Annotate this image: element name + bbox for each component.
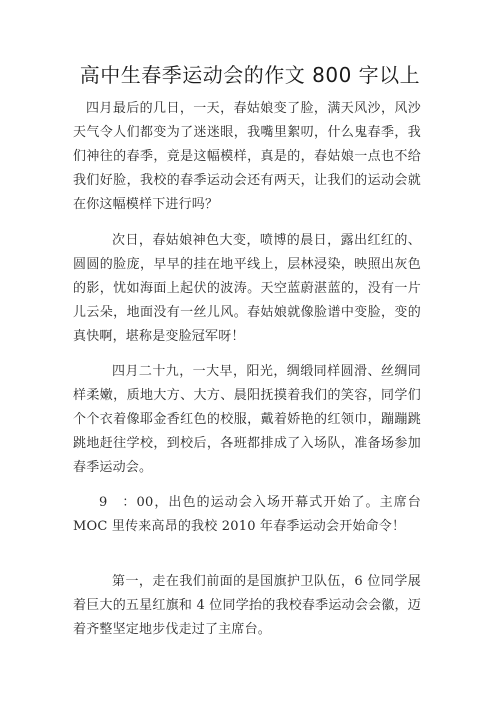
paragraph-5 [73, 570, 421, 642]
paragraph-4-text: 9 ：00，出色的运动会入场开幕式开始了。主席台 MOC 里传来高昂的我校 2010 年春季运动会开始命令！ [73, 495, 421, 534]
paragraph-1 [73, 97, 421, 217]
paragraph-1-text: 四月最后的几日，一天，春姑娘变了脸，满天风沙，风沙天气令人们都变为了迷迷眼，我嘴里絮叨，什么鬼春季，我们神往的春季，竟是这幅模样，真是的，春姑娘一点也不给我们好脸，我校的春季运动会还有两天，让我们的运动会就在你这幅模样下进行吗？ [73, 101, 421, 212]
paragraph-5-text: 第一，走在我们前面的是国旗护卫队伍，6 位同学展着巨大的五星红旗和 4 位同学抬的我校春季运动会会徽，迈着齐整坚定地步伐走过了主席台。 [73, 574, 421, 637]
paragraph-4 [73, 491, 421, 539]
paragraph-3-text: 四月二十九，一大早，阳光，绸缎同样圆滑、丝绸同样柔嫩，质地大方、大方、晨阳抚摸着我们的笑容，同学们个个衣着像耶金香红色的校服，戴着娇艳的红领巾，蹦蹦跳跳地赶往学校，到校后，各班都排成了入场队，准备场参加春季运动会。 [73, 364, 421, 475]
paragraph-2 [73, 229, 421, 349]
paragraph-2-text: 次日，春姑娘神色大变，喷博的晨日，露出红红的、圆圆的脸庞，早早的挂在地平线上，层林浸染，映照出灰色的影，忧如海面上起伏的波涛。天空蓝蔚湛蓝的，没有一片儿云朵，地面没有一丝儿风。春姑娘就像脸谱中变脸，变的真快啊，堪称是变脸冠军呀！ [73, 233, 421, 344]
document-title: 高中生春季运动会的作文 800 字以上 [79, 63, 421, 87]
paragraph-3 [73, 360, 421, 480]
